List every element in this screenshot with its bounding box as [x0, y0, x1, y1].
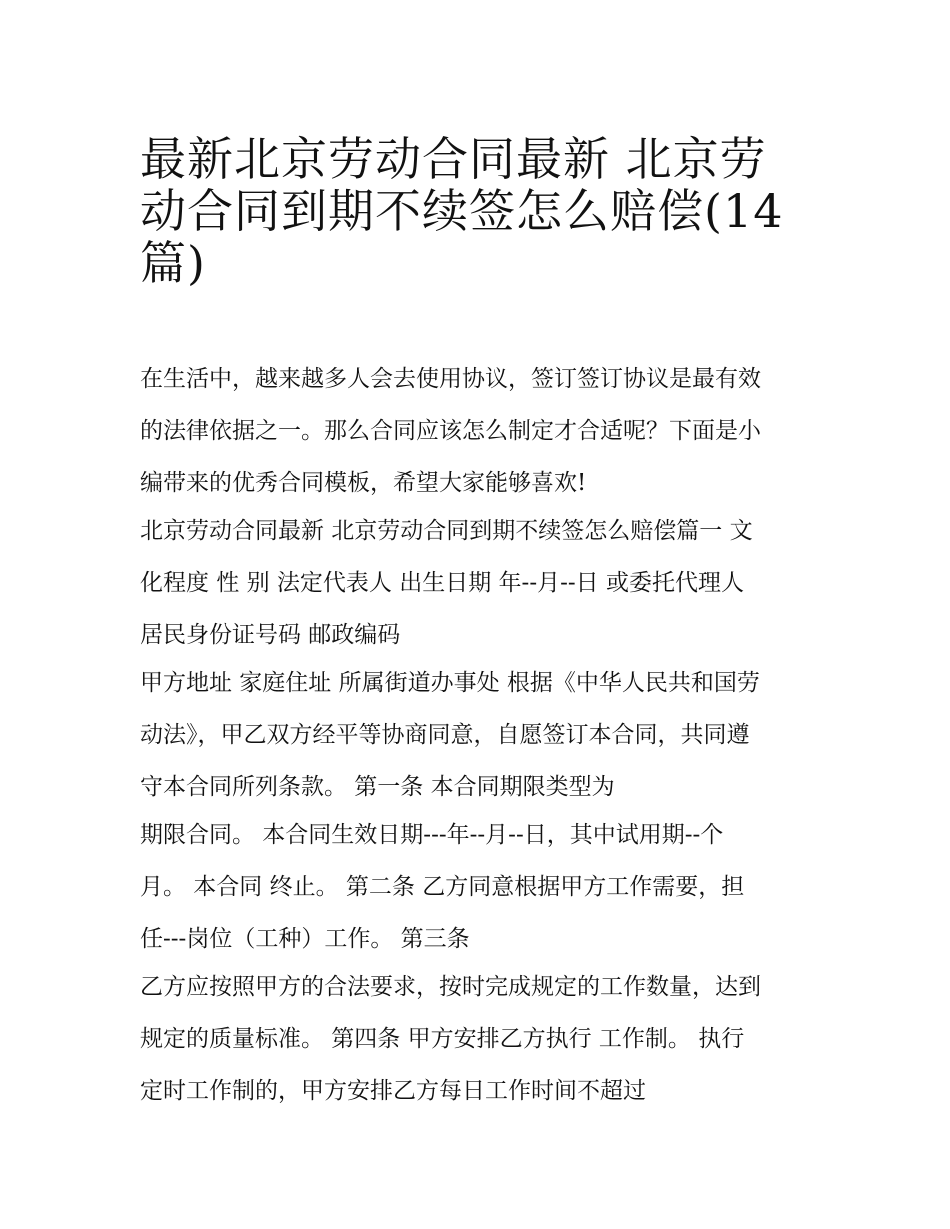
contract-term-paragraph — [140, 809, 820, 965]
text-line: 编带来的优秀合同模板，希望大家能够喜欢! — [140, 470, 587, 496]
text-line: 的法律依据之一。那么合同应该怎么制定才合适呢？下面是小 — [140, 418, 761, 444]
title-line: 篇) — [140, 236, 206, 290]
text-line: 北京劳动合同最新 北京劳动合同到期不续签怎么赔偿篇一 文 — [140, 518, 753, 544]
text-line: 期限合同。 本合同生效日期---年--月--日，其中试用期--个 — [140, 822, 724, 848]
work-requirements-paragraph — [140, 961, 820, 1117]
document-title — [140, 118, 820, 290]
title-line: 最新北京劳动合同最新 北京劳 — [140, 132, 767, 186]
address-paragraph — [140, 657, 820, 813]
text-line: 任---岗位（工种）工作。 第三条 — [140, 926, 470, 952]
text-line: 动法》，甲乙双方经平等协商同意，自愿签订本合同，共同遵 — [140, 722, 750, 748]
text-line: 守本合同所列条款。 第一条 本合同期限类型为 — [140, 774, 615, 800]
title-line: 动合同到期不续签怎么赔偿(14 — [140, 184, 784, 238]
section-heading-paragraph — [140, 505, 820, 661]
text-line: 定时工作制的，甲方安排乙方每日工作时间不超过 — [140, 1078, 646, 1104]
text-line: 居民身份证号码 邮政编码 — [140, 622, 401, 648]
text-line: 在生活中，越来越多人会去使用协议，签订签订协议是最有效 — [140, 366, 761, 392]
text-line: 甲方地址 家庭住址 所属街道办事处 根据《中华人民共和国劳 — [140, 670, 760, 696]
text-line: 月。 本合同 终止。 第二条 乙方同意根据甲方工作需要，担 — [140, 874, 745, 900]
text-line: 化程度 性 别 法定代表人 出生日期 年--月--日 或委托代理人 — [140, 570, 744, 596]
text-line: 规定的质量标准。 第四条 甲方安排乙方执行 工作制。 执行 — [140, 1026, 745, 1052]
intro-paragraph — [140, 353, 820, 509]
text-line: 乙方应按照甲方的合法要求，按时完成规定的工作数量，达到 — [140, 974, 761, 1000]
